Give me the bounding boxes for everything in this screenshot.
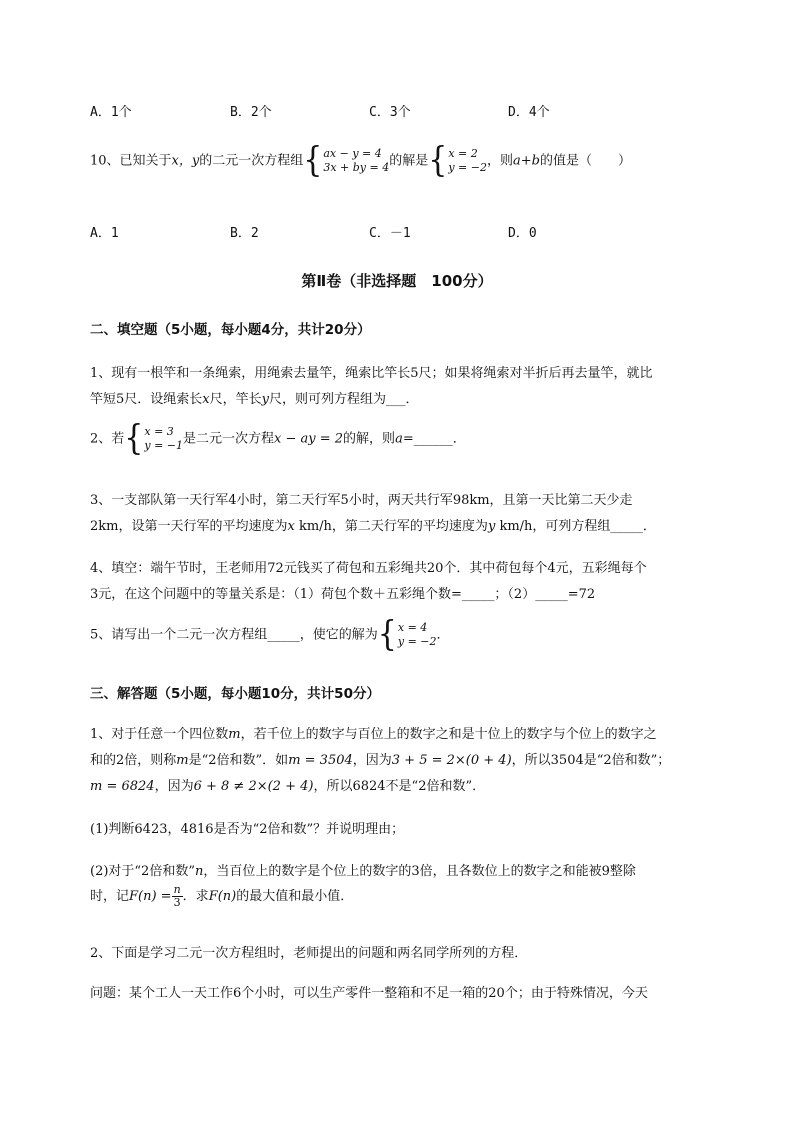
solve-section-heading: 三、解答题（5小题，每小题10分，共计50分） xyxy=(90,686,380,702)
brace-icon: { xyxy=(428,140,448,181)
q10-option-d: D．0 xyxy=(508,226,537,241)
q9-option-d: D．4个 xyxy=(508,105,550,120)
q10-system: ax − y = 4 3x + by = 4 xyxy=(323,147,390,174)
fill-q5-solution: x = 4 y = −2 xyxy=(397,621,437,648)
q10-option-c: C．－1 xyxy=(369,226,411,241)
solve-q1-line1: 1、对于任意一个四位数m，若千位上的数字与百位上的数字之和是十位上的数字与个位上的数字之 xyxy=(90,727,657,742)
q9-option-a: A．1个 xyxy=(90,105,132,120)
q10-expr: a+b xyxy=(513,153,540,169)
fill-q3-line2: 2km，设第一天行军的平均速度为x km/h，第二天行军的平均速度为y km/h，可列方程组_____． xyxy=(90,519,656,534)
solve-q2-line1: 2、下面是学习二元一次方程组时，老师提出的问题和两名同学所列的方程． xyxy=(90,946,528,961)
q10-solution: x = 2 y = −2 xyxy=(448,147,487,174)
solve-q1-sub1: (1)判断6423，4816是否为“2倍和数”？并说明理由； xyxy=(90,822,405,837)
q10-option-a: A．1 xyxy=(90,226,119,241)
q10-option-b: B．2 xyxy=(230,226,259,241)
fill-q5: 5、请写出一个二元一次方程组_____，使它的解为{ x = 4 y = −2 ． xyxy=(90,614,450,655)
brace-icon: { xyxy=(377,614,397,655)
fill-q2: 2、若{ x = 3 y = −1 是二元一次方程x − ay = 2的解，则a=______． xyxy=(90,418,466,459)
part2-title: 第Ⅱ卷（非选择题 100分） xyxy=(301,272,493,290)
solve-q1-line3: m = 6824，因为6 + 8 ≠ 2×(2 + 4)，所以6824不是“2倍和数”． xyxy=(90,779,486,794)
fraction: $\frac{n}{3}$ xyxy=(173,883,181,909)
solve-q1-sub2-line1: (2)对于“2倍和数”n，当百位上的数字是个位上的数字的3倍，且各数位上的数字之和能被9整除 xyxy=(90,864,636,879)
question-10 xyxy=(90,140,631,181)
fill-q1-line1: 1、现有一根竿和一条绳索，用绳索去量竿，绳索比竿长5尺；如果将绳索对半折后再去量竿，就比 xyxy=(90,366,653,381)
q10-suffix: 的值是（ ） xyxy=(539,153,631,169)
brace-icon: { xyxy=(303,140,323,181)
q10-text-3: ，则 xyxy=(486,153,513,169)
brace-icon: { xyxy=(124,418,144,459)
q10-text-2: 的解是 xyxy=(389,153,429,169)
fill-q3-line1: 3、一支部队第一天行军4小时，第二天行军5小时，两天共行军98km，且第一天比第二天少走 xyxy=(90,493,633,508)
fill-section-heading: 二、填空题（5小题，每小题4分，共计20分） xyxy=(90,322,371,338)
fill-q4-line1: 4、填空：端午节时，王老师用72元钱买了荷包和五彩绳共20个．其中荷包每个4元，五彩绳每个 xyxy=(90,561,647,576)
q10-vars: x，y xyxy=(171,153,200,169)
solve-q1-line2: 和的2倍，则称m是“2倍和数”．如m = 3504，因为3 + 5 = 2×(0 + 4)，所以3504是“2倍和数”； xyxy=(90,753,671,768)
fill-q4-line2: 3元，在这个问题中的等量关系是：（1）荷包个数＋五彩绳个数=_____；（2）_____=72 xyxy=(90,587,596,602)
solve-q2-line2: 问题：某个工人一天工作6个小时，可以生产零件一整箱和不足一箱的20个；由于特殊情况，今天 xyxy=(90,986,648,1001)
q10-prefix: 10、已知关于 xyxy=(90,153,172,169)
q10-text: 的二元一次方程组 xyxy=(199,153,304,169)
q9-option-c: C．3个 xyxy=(369,105,411,120)
solve-q1-sub2-line2: 时，记F(n) = $\frac{n}{3}$ ．求F(n)的最大值和最小值． xyxy=(90,883,354,909)
fill-q2-system: x = 3 y = −1 xyxy=(144,425,184,452)
fill-q1-line2: 竿短5尺．设绳索长x尺，竿长y尺，则可列方程组为___． xyxy=(90,392,419,407)
q9-option-b: B．2个 xyxy=(230,105,272,120)
